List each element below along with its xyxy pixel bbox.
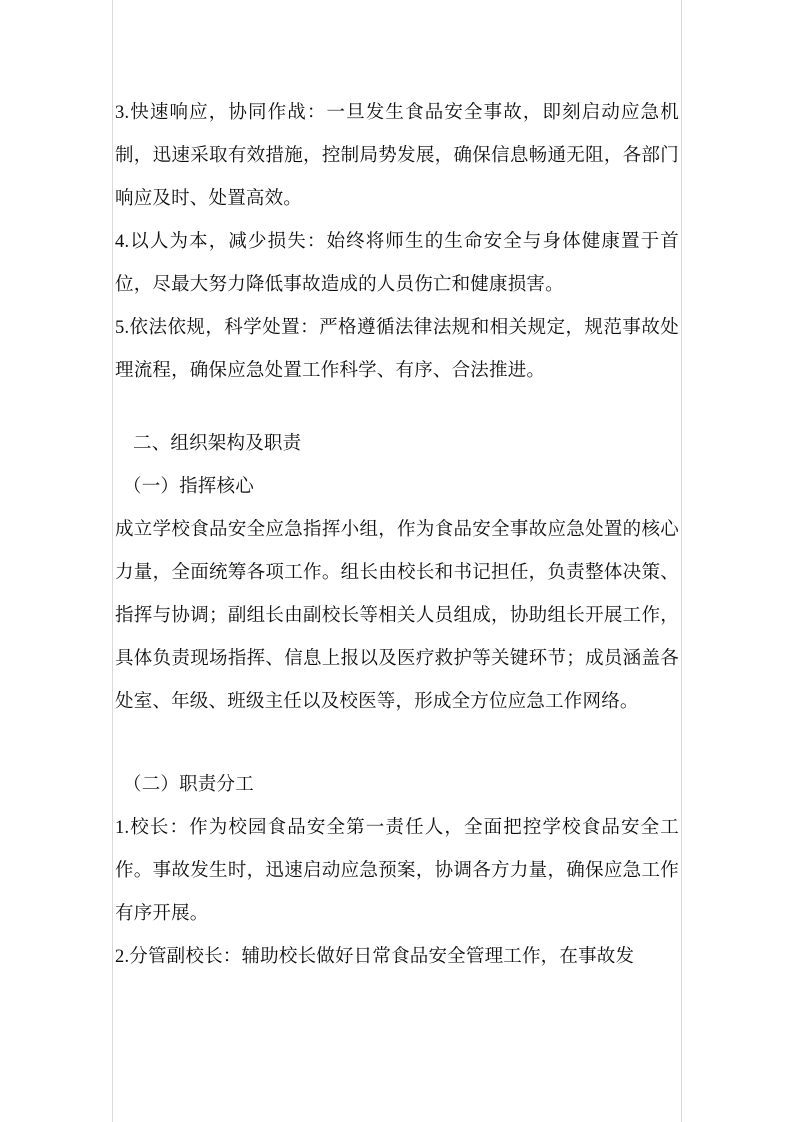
heading-subsection-one: （一）指挥核心 xyxy=(123,477,254,497)
spacer-before-subsection-two xyxy=(115,724,679,764)
paragraph-principle-4: 4.以人为本，减少损失：始终将师生的生命安全与身体健康置于首位，尽最大努力降低事故造成的人员伤亡和健康损害。 xyxy=(115,232,679,295)
paragraph-duty-principal: 1.校长：作为校园食品安全第一责任人，全面把控学校食品安全工作。事故发生时，迅速启动应急预案，协调各方力量，确保应急工作有序开展。 xyxy=(115,818,679,924)
paragraph-principle-5: 5.依法依规，科学处置：严格遵循法律法规和相关规定，规范事故处理流程，确保应急处置工作科学、有序、合法推进。 xyxy=(115,318,679,381)
page-border-right xyxy=(681,0,682,1122)
page-content xyxy=(113,92,681,979)
heading-subsection-two: （二）职责分工 xyxy=(123,775,254,795)
paragraph-duty-vice-principal: 2.分管副校长：辅助校长做好日常食品安全管理工作，在事故发 xyxy=(115,947,635,967)
paragraph-command-core: 成立学校食品安全应急指挥小组，作为食品安全事故应急处置的核心力量，全面统筹各项工作。组长由校长和书记担任，负责整体决策、指挥与协调；副组长由副校长等相关人员组成，协助组长开展工作，具体负责现场指挥、信息上报以及医疗救护等关键环节；成员涵盖各处室、年级、班级主任以及校医等，形成全方位应急工作网络。 xyxy=(115,520,679,712)
paragraph-principle-3: 3.快速响应，协同作战：一旦发生食品安全事故，即刻启动应急机制，迅速采取有效措施，控制局势发展，确保信息畅通无阻，各部门响应及时、处置高效。 xyxy=(115,103,679,209)
heading-section-two: 二、组织架构及职责 xyxy=(133,434,302,454)
spacer-before-section-two xyxy=(115,393,679,423)
